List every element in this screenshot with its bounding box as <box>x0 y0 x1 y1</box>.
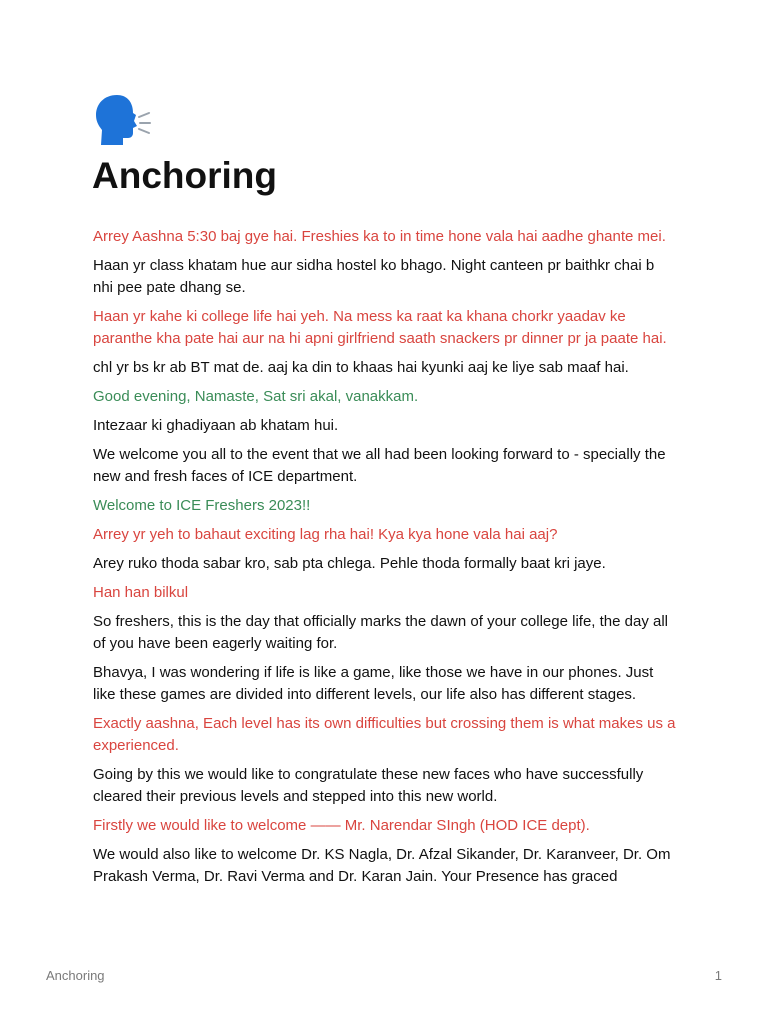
paragraph: Bhavya, I was wondering if life is like a game, like those we have in our phones. Just like these games are divided into different levels, our life also has different stages. <box>93 664 654 703</box>
page-title: Anchoring <box>92 155 277 196</box>
paragraph: chl yr bs kr ab BT mat de. aaj ka din to khaas hai kyunki aaj ke liye sab maaf hai. <box>93 359 629 376</box>
speaking-head-icon <box>93 93 151 147</box>
paragraph: Arrey Aashna 5:30 baj gye hai. Freshies ka to in time hone vala hai aadhe ghante mei. <box>93 228 666 245</box>
footer-title: Anchoring <box>46 968 105 983</box>
paragraph: Arey ruko thoda sabar kro, sab pta chlega. Pehle thoda formally baat kri jaye. <box>93 555 606 572</box>
paragraph: Good evening, Namaste, Sat sri akal, vanakkam. <box>93 388 419 405</box>
paragraph: Welcome to ICE Freshers 2023!! <box>93 497 311 514</box>
paragraph: Han han bilkul <box>93 584 189 601</box>
paragraph: Going by this we would like to congratulate these new faces who have successfully cleared their previous levels and stepped into this new world. <box>93 766 644 805</box>
paragraph: We would also like to welcome Dr. KS Nagla, Dr. Afzal Sikander, Dr. Karanveer, Dr. Om Prakash Verma, Dr. Ravi Verma and Dr. Karan Jain. Your Presence has graced <box>93 846 671 885</box>
document-body <box>93 226 677 934</box>
paragraph: Firstly we would like to welcome —— Mr. Narendar SIngh (HOD ICE dept). <box>93 817 590 834</box>
page-number: 1 <box>714 968 722 983</box>
paragraph: We welcome you all to the event that we all had been looking forward to - specially the new and fresh faces of ICE department. <box>93 446 666 485</box>
paragraph: Arrey yr yeh to bahaut exciting lag rha hai! Kya kya hone vala hai aaj? <box>93 526 558 543</box>
paragraph: Intezaar ki ghadiyaan ab khatam hui. <box>93 417 339 434</box>
paragraph: Haan yr kahe ki college life hai yeh. Na mess ka raat ka khana chorkr yaadav ke paranthe kha pate hai aur na hi apni girlfriend saath snackers pr dinner pr ja paate hai. <box>93 308 667 347</box>
paragraph: Haan yr class khatam hue aur sidha hostel ko bhago. Night canteen pr baithkr chai b nhi pee pate dhang se. <box>93 257 655 296</box>
paragraph: So freshers, this is the day that officially marks the dawn of your college life, the day all of you have been eagerly waiting for. <box>93 613 669 652</box>
paragraph: Exactly aashna, Each level has its own difficulties but crossing them is what makes us a experienced. <box>93 715 676 754</box>
